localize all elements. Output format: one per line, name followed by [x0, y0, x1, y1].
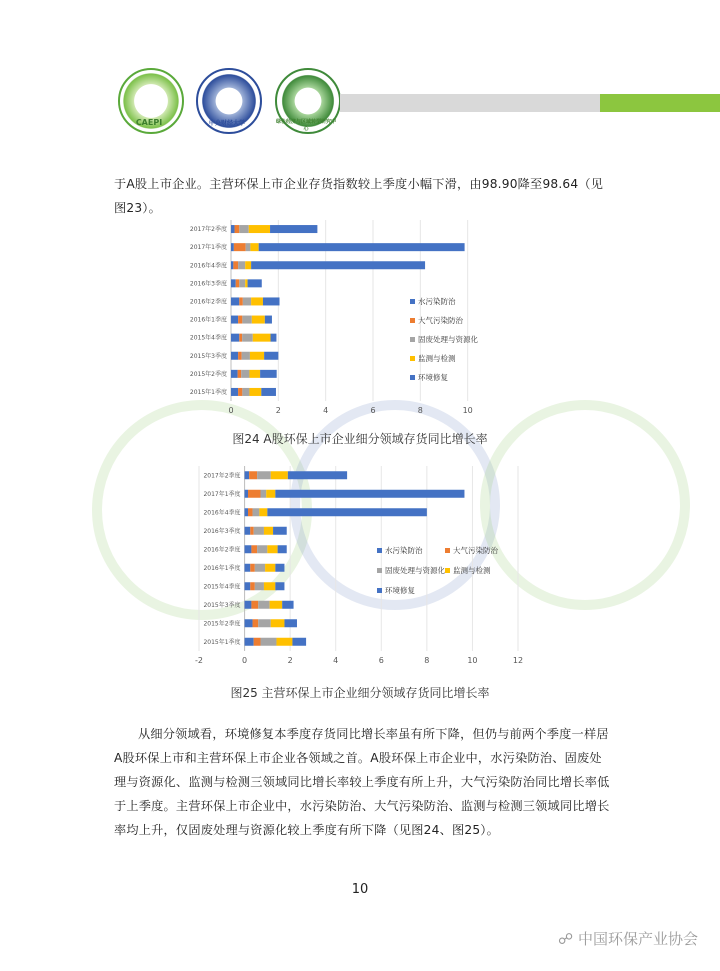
fig25-x-tick-label: -2: [195, 656, 203, 665]
fig25-bar-segment: [264, 527, 273, 535]
fig25-legend-swatch: [377, 568, 382, 573]
fig25-legend-label: 环境修复: [385, 586, 415, 595]
fig25-legend-swatch: [377, 548, 382, 553]
fig25-bar-segment: [250, 564, 255, 572]
fig24-legend-label: 环境修复: [418, 373, 448, 382]
fig25-x-tick-label: 4: [333, 656, 339, 665]
fig24-x-tick-label: 8: [417, 406, 423, 415]
fig24-category-label: 2015年3季度: [189, 352, 227, 360]
fig25-category-label: 2015年4季度: [203, 583, 241, 591]
fig25-bar-segment: [245, 638, 254, 646]
fig24-category-label: 2017年1季度: [189, 244, 227, 252]
fig25-x-tick-label: 12: [512, 656, 524, 665]
fig25-bar-segment: [245, 527, 251, 535]
fig25-bar-segment: [273, 527, 287, 535]
fig25-bar-segment: [265, 564, 275, 572]
fig25-bar-segment: [275, 564, 284, 572]
fig25-legend-label: 监测与检测: [453, 566, 491, 575]
fig25-bar-segment: [271, 471, 288, 479]
fig25-bar-segment: [253, 508, 260, 516]
fig25-bar-segment: [267, 545, 277, 553]
fig25-category-label: 2017年2季度: [203, 472, 241, 480]
fig25-bar-segment: [255, 582, 264, 590]
fig25-legend-label: 水污染防治: [385, 546, 423, 555]
fig24-category-label: 2016年3季度: [189, 280, 227, 288]
fig25-bar-segment: [251, 601, 258, 609]
fig25-bar-segment: [245, 471, 250, 479]
fig25-bar-segment: [267, 508, 427, 516]
fig25-bar-segment: [245, 545, 252, 553]
fig25-x-tick-label: 6: [378, 656, 384, 665]
fig25-x-tick-label: 8: [424, 656, 430, 665]
fig25-bar-segment: [249, 471, 257, 479]
fig25-legend-swatch: [445, 568, 450, 573]
fig25-bar-segment: [275, 582, 284, 590]
fig25-category-label: 2016年4季度: [203, 509, 241, 517]
fig25-bar-segment: [255, 564, 265, 572]
fig24-category-label: 2015年2季度: [189, 370, 227, 378]
fig24-category-label: 2017年2季度: [189, 226, 227, 234]
fig25-legend-label: 固废处理与资源化: [385, 566, 445, 575]
fig25-category-label: 2015年3季度: [203, 601, 241, 609]
fig25-bar-segment: [292, 638, 306, 646]
fig25-bar-segment: [250, 527, 253, 535]
fig25-category-label: 2016年2季度: [203, 546, 241, 554]
fig25-bar-segment: [250, 582, 255, 590]
analysis-paragraph: 从细分领域看，环境修复本季度存货同比增长率虽有所下降，但仍与前两个季度一样居A股环保上市和主营环保上市企业各领域之首。A股环保上市企业中，水污染防治、固废处理与资源化、监测与检测三领域同比增长率较上季度有所上升，大气污染防治同比增长率低于上季度。主营环保上市企业中，水污染防治、大气污染防治、监测与检测三领域同比增长率均上升，仅固废处理与资源化较上季度有所下降（见图24、图25）。: [114, 727, 610, 837]
fig25-bar-segment: [288, 471, 347, 479]
fig25-bar-segment: [248, 490, 261, 498]
fig25-bar-segment: [261, 490, 267, 498]
research-center-logo-text: 绿色经济与区域转型研究中心: [275, 119, 336, 132]
wechat-icon: ☍: [558, 930, 574, 948]
fig24-x-tick-label: 4: [323, 406, 329, 415]
footer-brand: [558, 928, 698, 949]
fig25-bar-segment: [253, 619, 259, 627]
fig25-bar-segment: [254, 527, 264, 535]
fig24-category-label: 2015年4季度: [189, 334, 227, 342]
fig24-category-label: 2015年1季度: [189, 388, 227, 396]
fig25-bar-segment: [245, 582, 251, 590]
caepi-logo-text: CAEPI: [135, 118, 163, 127]
fig25-category-label: 2017年1季度: [203, 490, 241, 498]
fig25-bar-segment: [261, 638, 277, 646]
fig24-category-label: 2016年1季度: [189, 316, 227, 324]
fig25-legend-swatch: [445, 548, 450, 553]
figure24-caption: 图24 A股环保上市企业细分领域存货同比增长率: [232, 432, 488, 446]
fig25-bar-segment: [248, 508, 253, 516]
fig25-bar-segment: [264, 582, 275, 590]
fig25-legend-swatch: [377, 588, 382, 593]
university-logo-text: 中央财经大学: [208, 120, 245, 127]
fig25-bar-segment: [257, 471, 271, 479]
fig25-category-label: 2015年2季度: [203, 620, 241, 628]
fig25-bar-segment: [275, 490, 464, 498]
fig25-bar-segment: [245, 564, 251, 572]
fig25-bar-segment: [282, 601, 293, 609]
fig25-bar-segment: [284, 619, 297, 627]
figure25-caption: 图25 主营环保上市企业细分领域存货同比增长率: [230, 686, 490, 700]
fig25-x-tick-label: 0: [242, 656, 248, 665]
fig25-bar-segment: [245, 601, 252, 609]
fig25-bar-segment: [251, 545, 257, 553]
fig25-bar-segment: [257, 545, 267, 553]
fig24-x-tick-label: 6: [370, 406, 376, 415]
fig24-legend-label: 水污染防治: [418, 297, 456, 306]
fig25-bar-segment: [258, 601, 269, 609]
fig25-bar-segment: [258, 619, 271, 627]
fig25-bar-segment: [245, 490, 248, 498]
footer-brand-text: 中国环保产业协会: [577, 930, 698, 948]
fig25-bar-segment: [278, 545, 287, 553]
page-number: 10: [351, 882, 369, 897]
fig25-x-tick-label: 2: [287, 656, 293, 665]
fig24-x-tick-label: 10: [462, 406, 473, 415]
fig25-bar-segment: [245, 508, 248, 516]
fig24-x-tick-label: 0: [228, 406, 234, 415]
intro-paragraph: 于A股上市企业。主营环保上市企业存货指数较上季度小幅下滑，由98.90降至98.64（见图23）。: [114, 177, 604, 215]
fig24-category-label: 2016年2季度: [189, 298, 227, 306]
fig24-legend-label: 固废处理与资源化: [418, 335, 478, 344]
fig25-category-label: 2015年1季度: [203, 638, 241, 646]
fig25-legend-label: 大气污染防治: [453, 546, 498, 555]
fig25-bar-segment: [276, 638, 292, 646]
fig24-category-label: 2016年4季度: [189, 262, 227, 270]
fig24-legend-label: 监测与检测: [418, 354, 456, 363]
fig24-x-tick-label: 2: [275, 406, 281, 415]
fig25-category-label: 2016年1季度: [203, 564, 241, 572]
fig25-bar-segment: [271, 619, 285, 627]
fig25-category-label: 2016年3季度: [203, 527, 241, 535]
fig25-x-tick-label: 10: [467, 656, 478, 665]
fig24-legend-label: 大气污染防治: [418, 316, 463, 325]
fig25-bar-segment: [270, 601, 283, 609]
fig25-bar-segment: [245, 619, 253, 627]
fig25-bar-segment: [266, 490, 275, 498]
fig25-bar-segment: [259, 508, 267, 516]
fig25-bar-segment: [254, 638, 261, 646]
